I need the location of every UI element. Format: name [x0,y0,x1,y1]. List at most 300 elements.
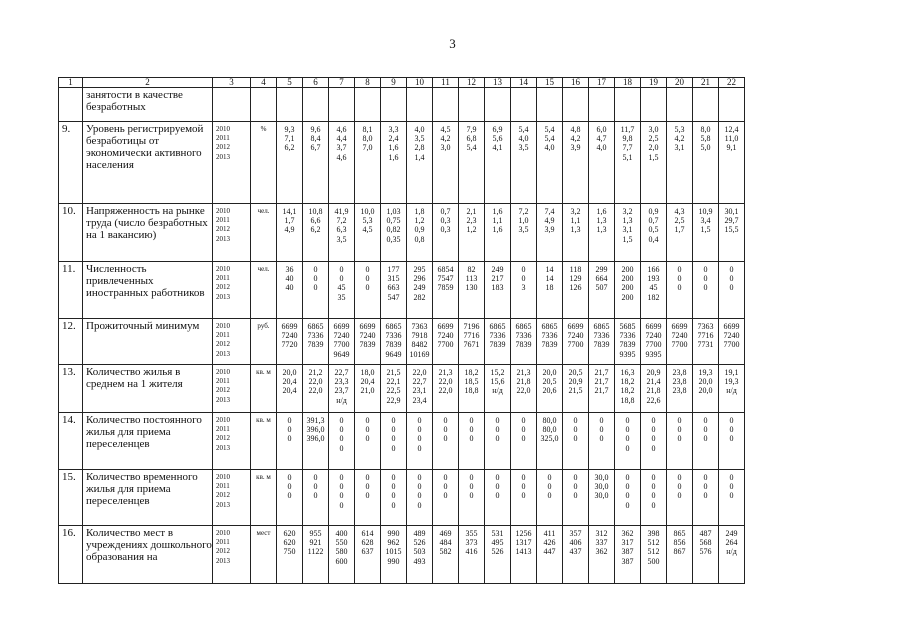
data-cell [381,365,407,413]
cell-value: 856 [673,538,686,548]
cell-value: 0 [495,491,500,501]
table-row [59,122,745,204]
cell-value: 22,0 [308,377,323,387]
data-cell [719,319,745,365]
data-cell [381,526,407,584]
cell-value: 5,3 [362,216,373,226]
cell-value: 990 [387,529,400,538]
cell-value: 20,0 [698,377,713,387]
year-value: 2013 [216,443,230,452]
cell-value: 0 [339,482,344,492]
cell-value: 4,9 [544,216,555,226]
cell-value: 11,7 [620,125,635,134]
cell-value: 3,0 [648,125,659,134]
cell-value: 0 [729,265,734,274]
cell-value: 6699 [333,322,350,331]
cell-value: 6699 [437,322,454,331]
data-cell [303,470,329,526]
data-cell [329,262,355,319]
cell-value: 9649 [385,349,402,359]
cell-value: 493 [413,556,426,566]
data-cell [407,413,433,470]
data-cell [277,262,303,319]
cell-value: 620 [283,538,296,548]
data-cell [589,122,615,204]
cell-value: 7,4 [544,207,555,216]
data-cell [589,526,615,584]
unit: кв. м [251,365,277,413]
data-cell [485,365,511,413]
cell-value: 0 [365,473,370,482]
cell-value: 23,3 [334,377,349,387]
year-list [213,526,251,584]
data-cell [537,122,563,204]
data-cell [563,319,589,365]
cell-value: 7839 [619,340,636,350]
cell-value: 406 [569,538,582,548]
cell-value: 5,6 [492,134,503,144]
cell-value: 1,03 [386,207,401,216]
cell-value: 1,8 [414,207,425,216]
cell-value: 526 [413,538,426,548]
cell-value: 36 [285,265,294,274]
cell-value: 23,4 [412,395,427,405]
cell-value: 7700 [723,340,740,350]
cell-value: 166 [647,265,660,274]
year-list [213,413,251,470]
cell-value: 21,7 [594,377,609,387]
data-cell [355,88,381,122]
cell-value: 637 [361,547,374,557]
cell-value: 0,3 [440,225,451,235]
unit: чел. [251,262,277,319]
cell-value: 200 [621,283,634,293]
cell-value: 9395 [619,349,636,359]
data-cell [433,204,459,262]
data-cell [459,262,485,319]
unit: % [251,122,277,204]
cell-value: 6,2 [284,143,295,153]
cell-value: 7240 [333,331,350,341]
cell-value: 22,1 [386,377,401,387]
cell-value: 30,0 [594,473,609,482]
data-cell [303,526,329,584]
cell-value: 0 [625,473,630,482]
column-number: 6 [303,78,329,88]
data-cell [303,365,329,413]
data-cell [667,413,693,470]
cell-value: 1,7 [674,225,685,235]
data-cell [511,204,537,262]
cell-value: 20,9 [646,368,661,377]
cell-value: 568 [699,538,712,548]
data-cell [433,319,459,365]
cell-value: 118 [569,265,582,274]
cell-value: 416 [465,547,478,557]
cell-value: 576 [699,547,712,557]
data-cell [303,88,329,122]
unit: кв. м [251,413,277,470]
cell-value: 4,6 [336,152,347,162]
data-cell [485,204,511,262]
cell-value: 1,6 [492,225,503,235]
cell-value: 7240 [645,331,662,341]
cell-value: 0 [469,434,474,444]
cell-value: 18,8 [620,395,635,405]
row-number: 15. [59,470,83,526]
data-cell [303,122,329,204]
cell-value: 0 [313,265,318,274]
data-cell [355,204,381,262]
cell-value: 1,5 [622,234,633,244]
cell-value: 469 [439,529,452,538]
cell-value: 1,1 [492,216,503,226]
cell-value: 0 [573,491,578,501]
cell-value: 18,0 [360,368,375,377]
data-cell [381,319,407,365]
cell-value: 489 [413,529,426,538]
cell-value: 0 [417,473,422,482]
cell-value: 2,3 [466,216,477,226]
cell-value: 355 [465,529,478,538]
data-cell [511,413,537,470]
cell-value: 217 [491,274,504,284]
cell-value: 4,2 [570,134,581,144]
data-cell [693,413,719,470]
year-value: 2012 [216,143,230,152]
cell-value: 3,9 [570,143,581,153]
cell-value: 45 [337,283,346,293]
cell-value: 0 [339,265,344,274]
cell-value: 0 [417,434,422,444]
indicator-name: занятости в качестве безработных [83,88,213,122]
indicator-name: Численность привлеченных иностранных работников [83,262,213,319]
data-cell [719,122,745,204]
cell-value: 22,0 [438,386,453,396]
cell-value: 0 [521,425,526,435]
data-cell [433,470,459,526]
cell-value: н/д [492,386,503,396]
cell-value: 23,8 [672,377,687,387]
data-cell [563,262,589,319]
column-number: 8 [355,78,381,88]
data-cell [511,122,537,204]
cell-value: 628 [361,538,374,548]
column-number: 18 [615,78,641,88]
cell-value: 750 [283,547,296,557]
cell-value: 0 [495,482,500,492]
data-cell [563,122,589,204]
cell-value: 0 [521,434,526,444]
data-cell [589,365,615,413]
data-cell [329,122,355,204]
cell-value: 484 [439,538,452,548]
cell-value: 0 [365,434,370,444]
data-cell [303,319,329,365]
cell-value: 0 [625,434,630,444]
data-cell [459,88,485,122]
data-cell [485,319,511,365]
data-cell [667,526,693,584]
data-cell [329,204,355,262]
data-cell [355,526,381,584]
cell-value: 4,8 [570,125,581,134]
cell-value: 20,4 [282,386,297,396]
cell-value: 1256 [515,529,532,538]
cell-value: 7240 [567,331,584,341]
data-cell [407,365,433,413]
cell-value: 6865 [489,322,506,331]
data-cell [589,470,615,526]
cell-value: 0 [339,434,344,444]
cell-value: 18,5 [464,377,479,387]
cell-value: 7196 [463,322,480,331]
cell-value: 8,1 [362,125,373,134]
cell-value: 0 [729,283,734,293]
cell-value: 0 [625,443,630,453]
cell-value: 1,4 [414,152,425,162]
data-cell [433,122,459,204]
cell-value: 495 [491,538,504,548]
data-cell [511,319,537,365]
year-value: 2011 [216,377,230,386]
cell-value: 620 [283,529,296,538]
data-cell [277,526,303,584]
cell-value: 5685 [619,322,636,331]
cell-value: 0 [443,473,448,482]
year-list [213,365,251,413]
data-cell [641,88,667,122]
cell-value: 129 [569,274,582,284]
cell-value: 6,3 [336,225,347,235]
data-cell [719,204,745,262]
cell-value: 35 [337,292,346,302]
cell-value: 547 [387,292,400,302]
cell-value: 0 [677,434,682,444]
cell-value: 249 [413,283,426,293]
cell-value: 0 [313,491,318,501]
cell-value: 19,1 [724,368,739,377]
data-cell [693,365,719,413]
cell-value: 3,2 [622,207,633,216]
data-cell [303,262,329,319]
cell-value: 4,1 [492,143,503,153]
cell-value: 22,7 [334,368,349,377]
data-cell [537,526,563,584]
cell-value: 0 [287,491,292,501]
cell-value: 507 [595,283,608,293]
cell-value: 0 [703,283,708,293]
cell-value: 400 [335,529,348,538]
year-value: 2010 [216,322,230,330]
cell-value: 1,6 [388,152,399,162]
cell-value: 4,3 [674,207,685,216]
data-cell [537,88,563,122]
row-number [59,88,83,122]
cell-value: 30,0 [594,491,609,501]
cell-value: 7240 [359,331,376,341]
cell-value: 7336 [619,331,636,341]
cell-value: 21,5 [568,386,583,396]
data-cell [667,88,693,122]
cell-value: 23,8 [672,386,687,396]
cell-value: 6699 [645,322,662,331]
cell-value: 582 [439,547,452,557]
year-value: 2010 [216,473,230,481]
cell-value: 6,8 [466,134,477,144]
cell-value: 7363 [697,322,714,331]
data-cell [407,88,433,122]
row-number: 14. [59,413,83,470]
cell-value: 4,0 [544,143,555,153]
data-cell [433,413,459,470]
cell-value: 7700 [671,340,688,350]
year-value: 2010 [216,529,230,537]
cell-value: 0 [625,500,630,510]
cell-value: 0 [365,425,370,435]
cell-value: 1,2 [414,216,425,226]
cell-value: 7336 [489,331,506,341]
cell-value: 4,2 [440,134,451,144]
cell-value: 0 [677,265,682,274]
cell-value: 6865 [541,322,558,331]
cell-value: 315 [387,274,400,284]
cell-value: 296 [413,274,426,284]
cell-value: 6,0 [596,125,607,134]
cell-value: 0 [365,416,370,425]
cell-value: 398 [647,529,660,538]
year-value: 2012 [216,225,230,234]
cell-value: 312 [595,529,608,538]
cell-value: 4,0 [414,125,425,134]
cell-value: 21,8 [646,386,661,396]
cell-value: 317 [621,538,634,548]
cell-value: 264 [725,538,738,548]
data-cell [433,88,459,122]
cell-value: 487 [699,529,712,538]
year-value: 2013 [216,152,230,161]
data-cell [485,122,511,204]
year-value: 2012 [216,547,230,556]
cell-value: 0 [417,416,422,425]
table-row [59,365,745,413]
data-cell [537,204,563,262]
cell-value: 3,2 [570,207,581,216]
data-cell [407,319,433,365]
cell-value: 1015 [385,547,402,557]
indicator-name: Количество жилья в среднем на 1 жителя [83,365,213,413]
data-cell [303,413,329,470]
cell-value: 0,7 [440,207,451,216]
data-cell [537,262,563,319]
cell-value: 7716 [463,331,480,341]
cell-value: 0 [729,473,734,482]
cell-value: 82 [467,265,476,274]
cell-value: 0 [573,434,578,444]
cell-value: 4,9 [284,225,295,235]
column-number: 9 [381,78,407,88]
data-cell [459,122,485,204]
data-cell [459,413,485,470]
cell-value: 5,4 [466,143,477,153]
cell-value: 3,3 [388,125,399,134]
data-cell [589,413,615,470]
year-value: 2012 [216,386,230,395]
year-value: 2010 [216,416,230,424]
data-cell [355,365,381,413]
data-cell [615,365,641,413]
cell-value: 0 [677,482,682,492]
cell-value: 0 [703,491,708,501]
cell-value: 16,3 [620,368,635,377]
cell-value: 0 [651,425,656,435]
cell-value: 0 [625,482,630,492]
indicator-name: Количество мест в учреждениях дошкольного образования на [83,526,213,584]
cell-value: 130 [465,283,478,293]
cell-value: 0 [521,482,526,492]
cell-value: 0 [573,482,578,492]
cell-value: 20,0 [542,368,557,377]
cell-value: 1,5 [648,152,659,162]
data-cell [277,319,303,365]
cell-value: 0 [729,434,734,444]
cell-value: 6865 [593,322,610,331]
cell-value: 0 [391,473,396,482]
data-cell [537,319,563,365]
cell-value: 357 [569,529,582,538]
cell-value: 512 [647,538,660,548]
data-cell [589,204,615,262]
data-cell [693,262,719,319]
cell-value: 7336 [515,331,532,341]
cell-value: 7240 [437,331,454,341]
data-cell [615,204,641,262]
data-cell [485,526,511,584]
cell-value: 1122 [307,547,324,557]
cell-value: 7839 [593,340,610,350]
cell-value: 21,0 [360,386,375,396]
cell-value: 10169 [409,349,430,359]
cell-value: 6865 [385,322,402,331]
cell-value: 18 [545,283,554,293]
data-cell [277,88,303,122]
cell-value: 0,9 [648,207,659,216]
data-cell [511,262,537,319]
cell-value: 3,1 [622,225,633,235]
cell-value: 6,2 [310,225,321,235]
data-cell [459,365,485,413]
data-cell [511,526,537,584]
year-list [213,204,251,262]
cell-value: 21,7 [594,386,609,396]
data-cell [719,470,745,526]
cell-value: 0 [599,416,604,425]
cell-value: 19,3 [698,368,713,377]
cell-value: 1,6 [492,207,503,216]
cell-value: 0,9 [414,225,425,235]
cell-value: н/д [726,386,737,396]
data-cell [381,204,407,262]
year-value: 2010 [216,207,230,215]
cell-value: 45 [649,283,658,293]
cell-value: 7,2 [336,216,347,226]
cell-value: 7700 [333,340,350,350]
cell-value: 10,0 [360,207,375,216]
column-number: 11 [433,78,459,88]
cell-value: 0 [339,416,344,425]
cell-value: 40 [285,274,294,284]
table-row [59,319,745,365]
